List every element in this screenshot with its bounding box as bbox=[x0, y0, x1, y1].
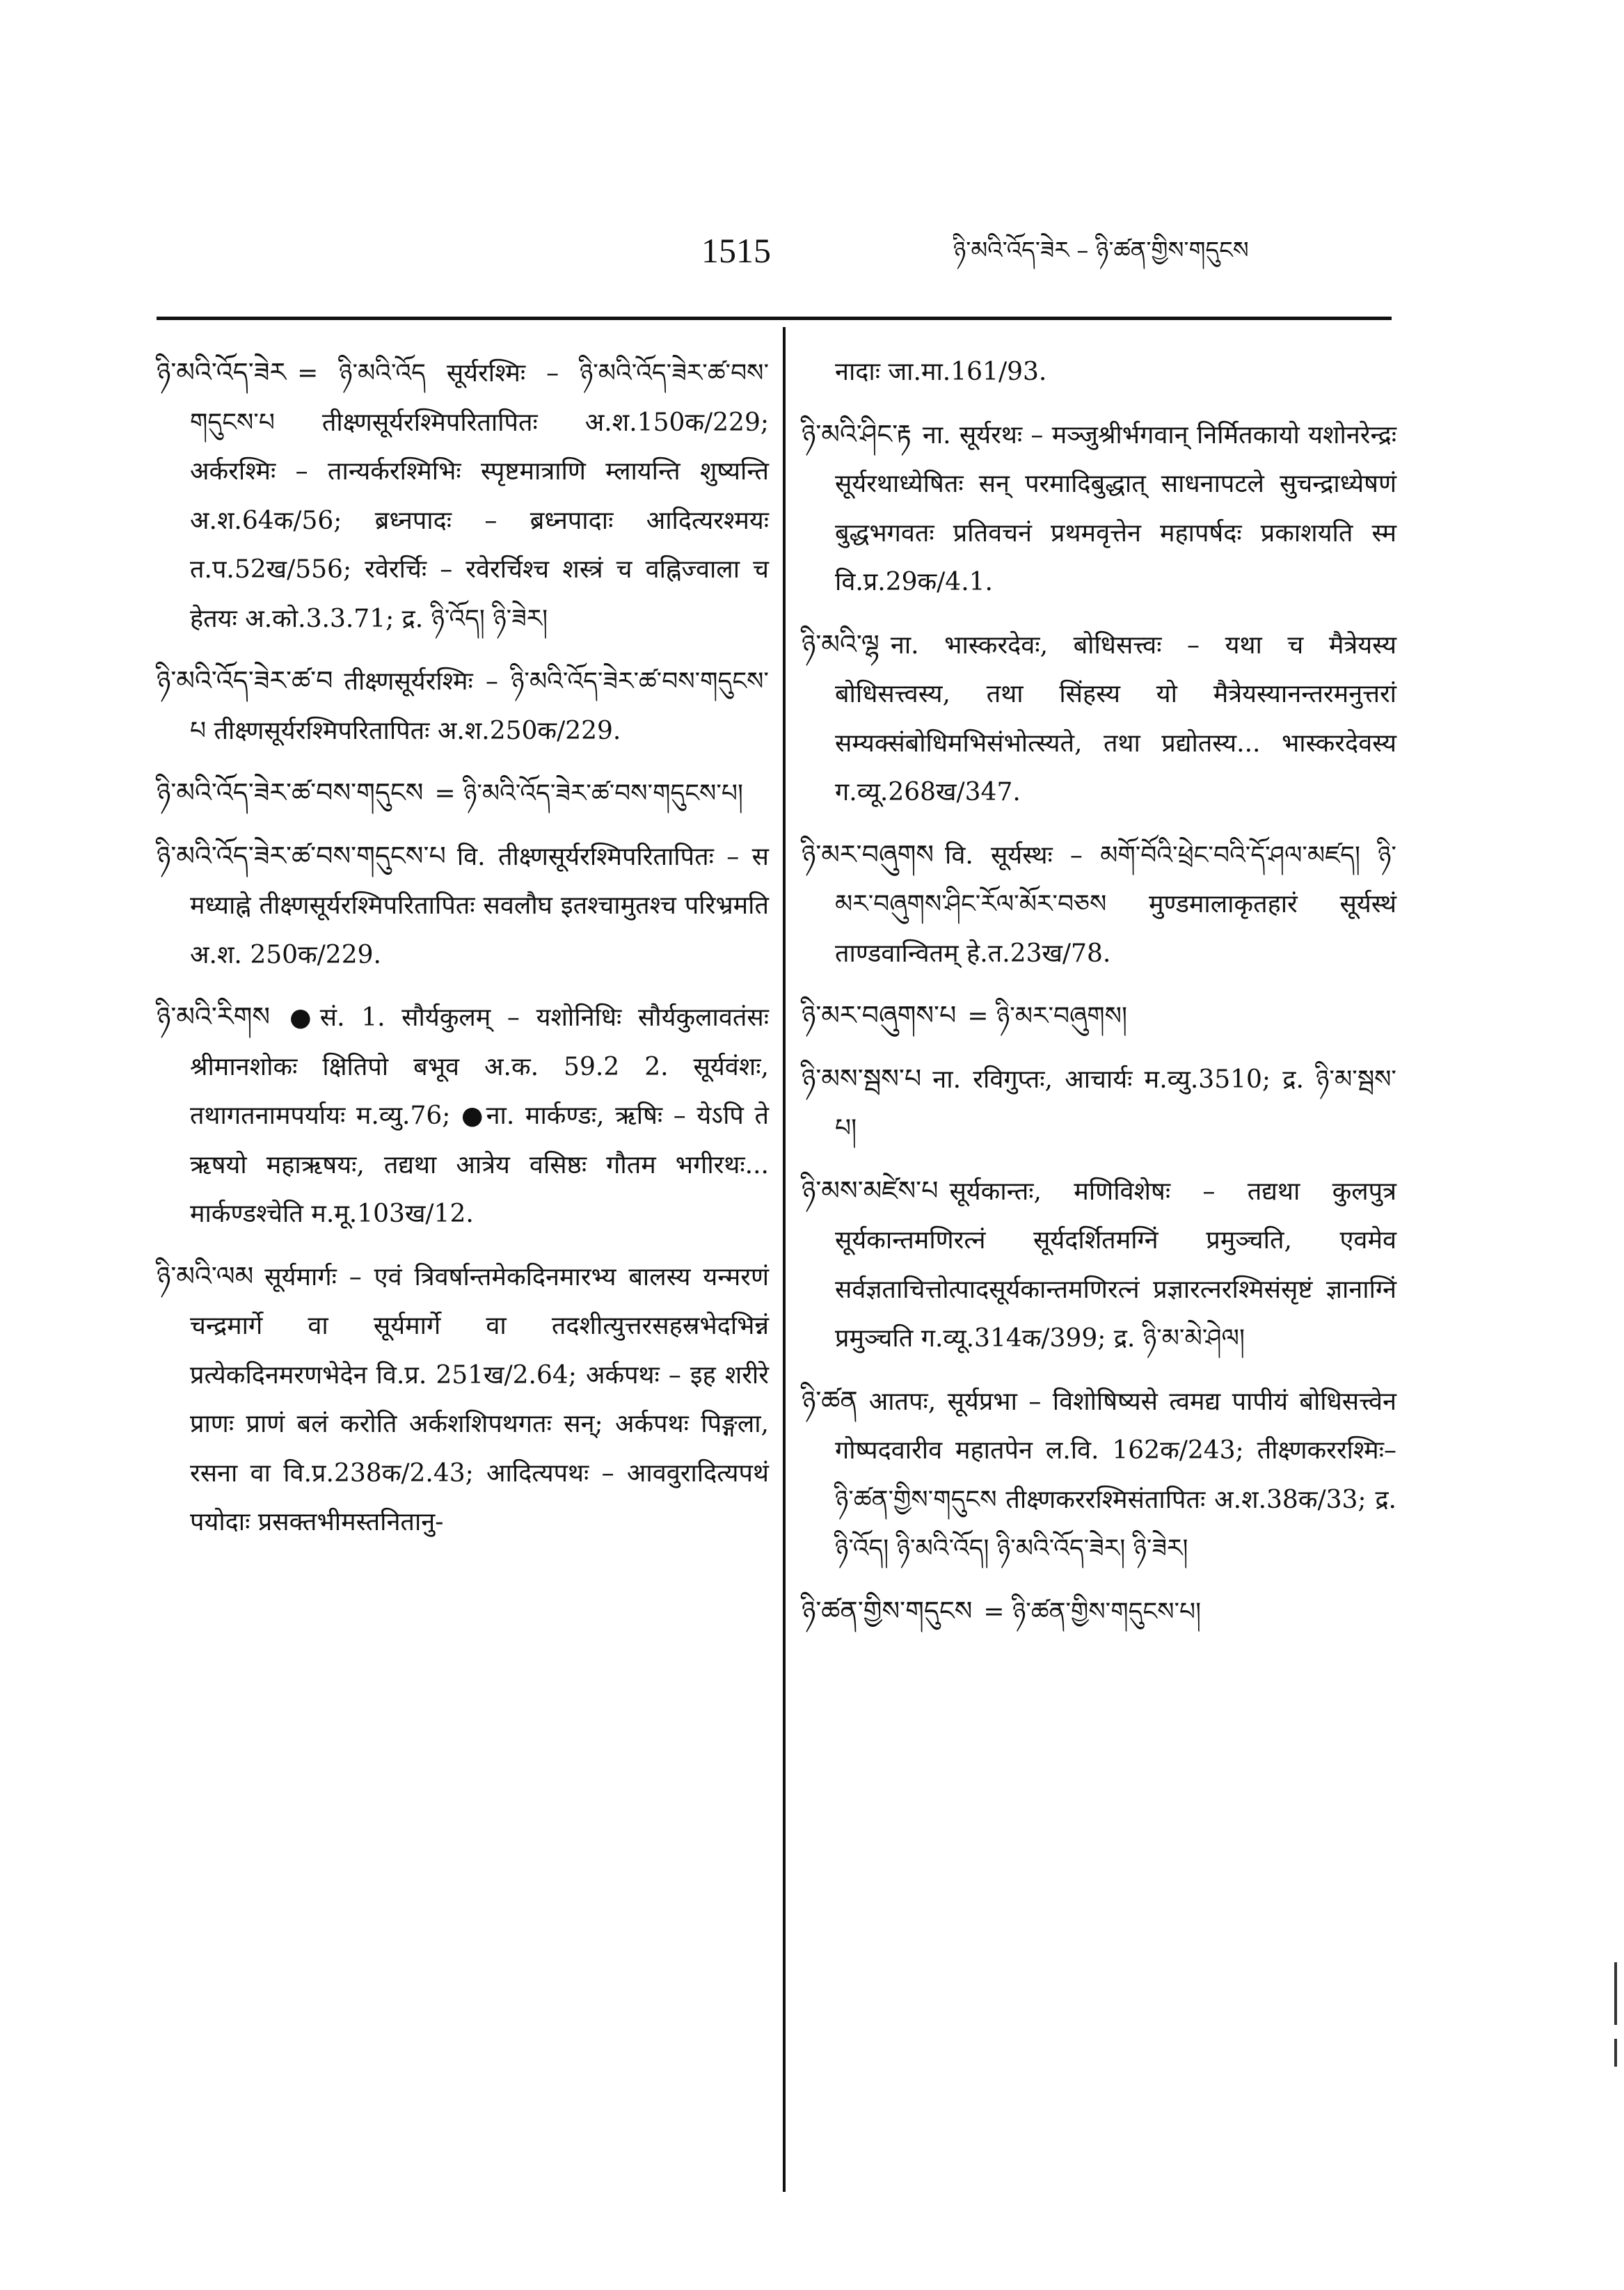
headword: ཉི་མའི་འོད་ཟེར་ཚ་བས་གདུངས་པ bbox=[157, 840, 446, 871]
headword: ཉི་ཚན bbox=[802, 1385, 858, 1416]
entry-text: तीक्ष्णसूर्यरश्मिः – ཉི་མའི་འོད་ཟེར་ཚ་བས་གདུངས་པ तीक्ष्णसूर्यरश्मिपरितापितः अ.श.250क/229. bbox=[190, 667, 769, 745]
entry-text: = ཉི་ཚན་གྱིས་གདུངས་པ། bbox=[983, 1597, 1202, 1626]
dictionary-entry bbox=[157, 992, 769, 1239]
entry-text: = ཉི་མའི་འོད सूर्यरश्मिः – ཉི་མའི་འོད་ཟེར་ཚ་བས་གདུངས་པ तीक्ष्णसूर्यरश्मिपरितापितः अ.श.150क/229; अर्करश्मिः – तान्यर्करश्मिभिः स्पृष्टमात्राणि म्लायन्ति शुष्यन्ति अ.श.64क/56; ब्रध्नपादः – ब्रध्नपादाः आदित्यरश्मयः त.प.52ख/556; रवेरर्चिः – रवेरर्चिश्च शस्त्रं च वह्निज्वाला च हेतयः अ.को.3.3.71; द्र. ཉི་འོད། ཉི་ཟེར། bbox=[190, 359, 769, 633]
dictionary-entry bbox=[802, 830, 1396, 979]
dictionary-entry bbox=[157, 348, 769, 644]
entry-text: सूर्यमार्गः – एवं त्रिवर्षान्तमेकदिनमारभ्य बालस्य यन्मरणं चन्द्रमार्गे वा सूर्यमार्गे वा तदशीत्युत्तरसहस्रभेदभिन्नं प्रत्येकदिनमरणभेदेन वि.प्र. 251ख/2.64; अर्कपथः – इह शरीरे प्राणः प्राणं बलं करोति अर्कशशिपथगतः सन्; अर्कपथः पिङ्गला, रसना वा वि.प्र.238क/2.43; आदित्यपथः – आववुरादित्यपथं पयोदाः प्रसक्तभीमस्तनितानु- bbox=[190, 1262, 769, 1536]
entry-text: आतपः, सूर्यप्रभा – विशोषिष्यसे त्वमद्य पापीयं बोधिसत्त्वेन गोष्पदवारीव महातपेन ल.वि. 162क/243; तीक्ष्णकररश्मिः– ཉི་ཚན་གྱིས་གདུངས तीक्ष्णकररश्मिसंतापितः अ.श.38क/33; द्र. ཉི་འོད། ཉི་མའི་འོད། ཉི་མའི་འོད་ཟེར། ཉི་ཟེར། bbox=[835, 1387, 1396, 1563]
dictionary-entry bbox=[802, 620, 1396, 818]
headword: ཉི་མའི་རིགས bbox=[157, 1001, 270, 1032]
dictionary-entry bbox=[802, 1587, 1396, 1637]
dictionary-entry bbox=[157, 1252, 769, 1548]
entry-text: = ཉི་མར་བཞུགས། bbox=[967, 1002, 1127, 1031]
right-column bbox=[802, 348, 1396, 1649]
headword: ཉི་མའི་ཤིང་རྟ bbox=[802, 418, 911, 450]
headword: ཉི་མའི་འོད་ཟེར bbox=[157, 357, 287, 388]
headword: ཉི་མར་བཞུགས་པ bbox=[802, 1000, 957, 1031]
entry-text: ना. रविगुप्तः, आचार्यः म.व्यु.3510; द्र. ཉི་མ་སྦས་པ། bbox=[835, 1065, 1396, 1143]
headword: ཉི་མས་སྦས་པ bbox=[802, 1063, 922, 1094]
page-number: 1515 bbox=[701, 231, 771, 270]
entry-text: ना. भास्करदेवः, बोधिसत्त्वः – यथा च मैत्रेयस्य बोधिसत्त्वस्य, तथा सिंहस्य यो मैत्रेयस्यानन्तरमनुत्तरां सम्यक्संबोधिमभिसंभोत्स्यते, तथा प्रद्योतस्य... भास्करदेवस्य ग.व्यू.268ख/347. bbox=[835, 630, 1396, 806]
entry-text: नादाः जा.मा.161/93. bbox=[835, 358, 1047, 386]
headword: ཉི་མའི་འོད་ཟེར་ཚ་བས་གདུངས bbox=[157, 777, 424, 808]
dictionary-entry bbox=[802, 1054, 1396, 1154]
headword: ཉི་ཚན་གྱིས་གདུངས bbox=[802, 1595, 973, 1626]
scan-edge-mark bbox=[1614, 2039, 1617, 2067]
left-column bbox=[157, 348, 769, 1560]
entry-text: सूर्यकान्तः, मणिविशेषः – तद्यथा कुलपुत्र सूर्यकान्तमणिरत्नं सूर्यदर्शितमग्निं प्रमुञ्चति, एवमेव सर्वज्ञताचित्तोत्पादसूर्यकान्तमणिरत्नं प्रज्ञारत्नरश्मिसंसृष्टं ज्ञानाग्निं प्रमुञ्चति ग.व्यू.314क/399; द्र. ཉི་མ་མེ་ཤེལ། bbox=[835, 1177, 1396, 1353]
running-head: ཉི་མའི་འོད་ཟེར – ཉི་ཚན་གྱིས་གདུངས bbox=[953, 237, 1249, 264]
headword: ཉི་མར་བཞུགས bbox=[802, 838, 934, 870]
header-rule bbox=[157, 317, 1392, 320]
entry-text: = ཉི་མའི་འོད་ཟེར་ཚ་བས་གདུངས་པ། bbox=[434, 779, 743, 808]
dictionary-entry bbox=[157, 832, 769, 980]
dictionary-entry bbox=[802, 410, 1396, 607]
headword: ཉི་མའི་ལྷ bbox=[802, 628, 879, 660]
dictionary-entry bbox=[802, 1166, 1396, 1364]
headword: ཉི་མའི་འོད་ཟེར་ཚ་བ bbox=[157, 665, 333, 696]
scan-edge-mark bbox=[1614, 1962, 1617, 2025]
entry-text: ●सं. 1. सौर्यकुलम् – यशोनिधिः सौर्यकुलावतंसः श्रीमानशोकः क्षितिपो बभूव अ.क. 59.2 2. सूर्यवंशः, तथागतनामपर्यायः म.व्यु.76; ●ना. मार्कण्डः, ऋषिः – येऽपि ते ऋषयो महाऋषयः, तद्यथा आत्रेय वसिष्ठः गौतम भगीरथः... मार्कण्डश्चेति म.मू.103ख/12. bbox=[190, 1003, 769, 1228]
entry-text: वि. तीक्ष्णसूर्यरश्मिपरितापितः – स मध्याह्ने तीक्ष्णसूर्यरश्मिपरितापितः सवलौघ इतश्चामुतश्च परिभ्रमति अ.श. 250क/229. bbox=[190, 842, 769, 969]
headword: ཉི་མའི་ལམ bbox=[157, 1260, 254, 1291]
entry-text: वि. सूर्यस्थः – མགོ་བོའི་ཕྲེང་བའི་དོ་ཤལ་མཛད། ཉི་མར་བཞུགས་ཤིང་རོལ་མོར་བཅས मुण्डमालाकृतहारं सूर्यस्थं ताण्डवान्वितम् हे.त.23ख/78. bbox=[835, 841, 1396, 968]
dictionary-entry bbox=[802, 991, 1396, 1042]
entry-continuation bbox=[802, 348, 1396, 397]
dictionary-entry bbox=[157, 768, 769, 819]
dictionary-entry bbox=[802, 1376, 1396, 1574]
entry-text: ना. सूर्यरथः – मञ्जुश्रीर्भगवान् निर्मितकायो यशोनरेन्द्रः सूर्यरथाध्येषितः सन् परमादिबुद्धात् साधनापटले सुचन्द्राध्येषणं बुद्धभगवतः प्रतिवचनं प्रथमवृत्तेन महापर्षदः प्रकाशयति स्म वि.प्र.29क/4.1. bbox=[835, 420, 1396, 596]
headword: ཉི་མས་མཛེས་པ bbox=[802, 1175, 939, 1206]
dictionary-entry bbox=[157, 656, 769, 756]
column-divider bbox=[783, 327, 786, 2192]
